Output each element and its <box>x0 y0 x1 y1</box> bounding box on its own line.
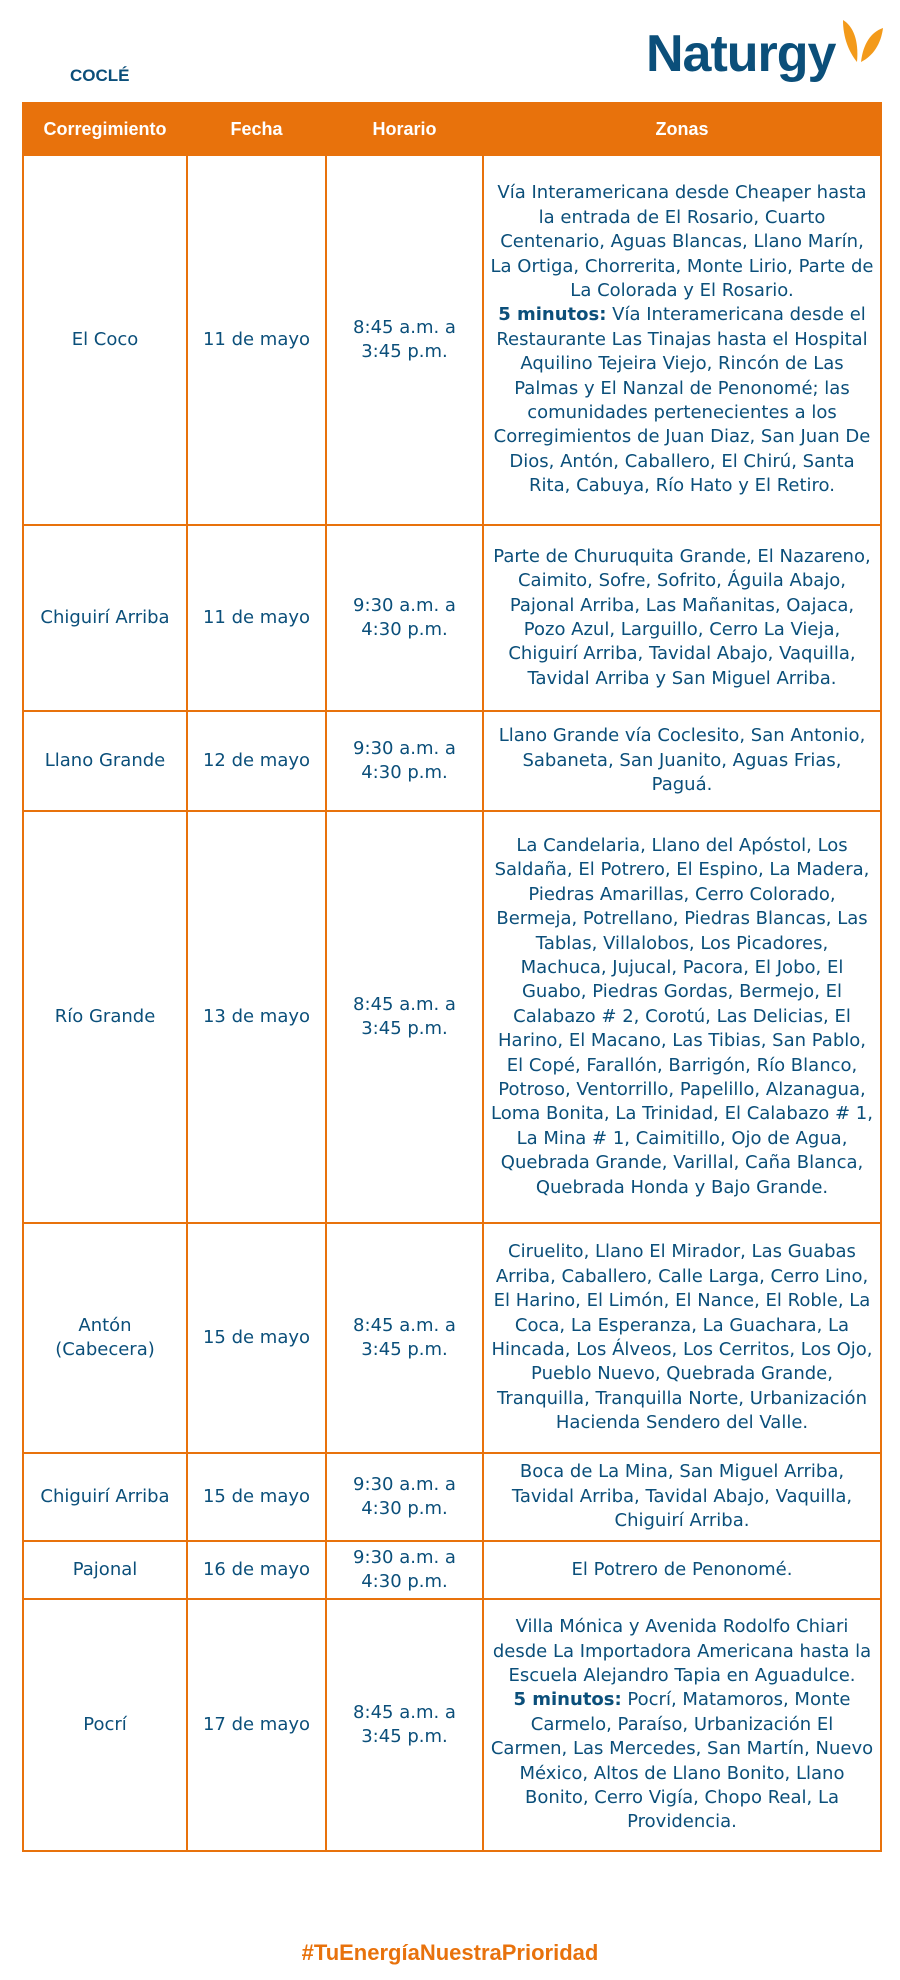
cell-corregimiento: El Coco <box>23 155 187 525</box>
header-corregimiento: Corregimiento <box>23 103 187 155</box>
cell-corregimiento: Llano Grande <box>23 711 187 811</box>
table-row <box>23 711 881 811</box>
cell-horario: 9:30 a.m. a 4:30 p.m. <box>326 1541 483 1599</box>
cell-zonas: Parte de Churuquita Grande, El Nazareno, Caimito, Sofre, Sofrito, Águila Abajo, Pajonal Arriba, Las Mañanitas, Oajaca, Pozo Azul, Larguillo, Cerro La Vieja, Chiguirí Arriba, Tavidal Abajo, Vaquilla, Tavidal Arriba y San Miguel Arriba. <box>483 525 881 711</box>
cell-fecha: 15 de mayo <box>187 1453 326 1541</box>
cell-corregimiento: Chiguirí Arriba <box>23 525 187 711</box>
cell-corregimiento: Río Grande <box>23 811 187 1223</box>
zonas-extra-text: Vía Interamericana desde el Restaurante Las Tinajas hasta el Hospital Aquilino Tejeira Viejo, Rincón de Las Palmas y El Nanzal de Penonomé; las comunidades pertenecientes a los Corregimientos de Juan Diaz, San Juan De Dios, Antón, Caballero, El Chirú, Santa Rita, Cabuya, Río Hato y El Retiro. <box>493 304 871 497</box>
table-row <box>23 155 881 525</box>
cell-fecha: 15 de mayo <box>187 1223 326 1453</box>
butterfly-icon <box>839 18 885 66</box>
cell-zonas <box>483 1599 881 1851</box>
cell-corregimiento: Pocrí <box>23 1599 187 1851</box>
cell-horario: 9:30 a.m. a 4:30 p.m. <box>326 1453 483 1541</box>
header-fecha: Fecha <box>187 103 326 155</box>
header-horario: Horario <box>326 103 483 155</box>
cell-fecha: 17 de mayo <box>187 1599 326 1851</box>
cell-corregimiento: Antón (Cabecera) <box>23 1223 187 1453</box>
header-zonas: Zonas <box>483 103 881 155</box>
cell-fecha: 11 de mayo <box>187 155 326 525</box>
cell-zonas: Ciruelito, Llano El Mirador, Las Guabas Arriba, Caballero, Calle Larga, Cerro Lino, El Harino, El Limón, El Nance, El Roble, La Coca, La Esperanza, La Guachara, La Hincada, Los Álveos, Los Cerritos, Los Ojo, Pueblo Nuevo, Quebrada Grande, Tranquilla, Tranquilla Norte, Urbanización Hacienda Sendero del Valle. <box>483 1223 881 1453</box>
cell-zonas: Llano Grande vía Coclesito, San Antonio, Sabaneta, San Juanito, Aguas Frias, Paguá. <box>483 711 881 811</box>
schedule-table <box>22 102 882 1852</box>
table-header-row <box>23 103 881 155</box>
cell-corregimiento: Chiguirí Arriba <box>23 1453 187 1541</box>
naturgy-logo <box>646 22 885 86</box>
cell-fecha: 13 de mayo <box>187 811 326 1223</box>
zonas-text: Vía Interamericana desde Cheaper hasta la entrada de El Rosario, Cuarto Centenario, Aguas Blancas, Llano Marín, La Ortiga, Chorrerita, Monte Lirio, Parte de La Colorada y El Rosario. <box>490 182 874 301</box>
table-row <box>23 1453 881 1541</box>
table-row <box>23 811 881 1223</box>
cell-horario: 9:30 a.m. a 4:30 p.m. <box>326 711 483 811</box>
table-row <box>23 1541 881 1599</box>
zonas-text: Villa Mónica y Avenida Rodolfo Chiari desde La Importadora Americana hasta la Escuela Alejandro Tapia en Aguadulce. <box>492 1616 872 1686</box>
table-row <box>23 1599 881 1851</box>
cell-fecha: 16 de mayo <box>187 1541 326 1599</box>
zonas-extra-text: Pocrí, Matamoros, Monte Carmelo, Paraíso, Urbanización El Carmen, Las Mercedes, San Martín, Nuevo México, Altos de Llano Bonito, Llano Bonito, Cerro Vigía, Chopo Real, La Providencia. <box>490 1689 874 1833</box>
cell-horario: 9:30 a.m. a 4:30 p.m. <box>326 525 483 711</box>
cell-horario: 8:45 a.m. a 3:45 p.m. <box>326 155 483 525</box>
cell-zonas: Boca de La Mina, San Miguel Arriba, Tavidal Arriba, Tavidal Abajo, Vaquilla, Chiguirí Arriba. <box>483 1453 881 1541</box>
cell-fecha: 11 de mayo <box>187 525 326 711</box>
cell-zonas: El Potrero de Penonomé. <box>483 1541 881 1599</box>
zonas-extra-label: 5 minutos: <box>498 304 607 326</box>
cell-corregimiento: Pajonal <box>23 1541 187 1599</box>
province-title: COCLÉ <box>70 66 130 85</box>
cell-horario: 8:45 a.m. a 3:45 p.m. <box>326 1599 483 1851</box>
table-row <box>23 525 881 711</box>
cell-horario: 8:45 a.m. a 3:45 p.m. <box>326 1223 483 1453</box>
logo-text: Naturgy <box>646 25 836 83</box>
cell-zonas <box>483 155 881 525</box>
campaign-hashtag: #TuEnergíaNuestraPrioridad <box>301 1940 599 1965</box>
zonas-extra-label: 5 minutos: <box>513 1689 622 1711</box>
table-row <box>23 1223 881 1453</box>
cell-fecha: 12 de mayo <box>187 711 326 811</box>
cell-zonas: La Candelaria, Llano del Apóstol, Los Saldaña, El Potrero, El Espino, La Madera, Piedras Amarillas, Cerro Colorado, Bermeja, Potrellano, Piedras Blancas, Las Tablas, Villalobos, Los Picadores, Machuca, Jujucal, Pacora, El Jobo, El Guabo, Piedras Gordas, Bermejo, El Calabazo # 2, Corotú, Las Delicias, El Harino, El Macano, Las Tibias, San Pablo, El Copé, Farallón, Barrigón, Río Blanco, Potroso, Ventorrillo, Papelillo, Alzanagua, Loma Bonita, La Trinidad, El Calabazo # 1, La Mina # 1, Caimitillo, Ojo de Agua, Quebrada Grande, Varillal, Caña Blanca, Quebrada Honda y Bajo Grande. <box>483 811 881 1223</box>
cell-horario: 8:45 a.m. a 3:45 p.m. <box>326 811 483 1223</box>
